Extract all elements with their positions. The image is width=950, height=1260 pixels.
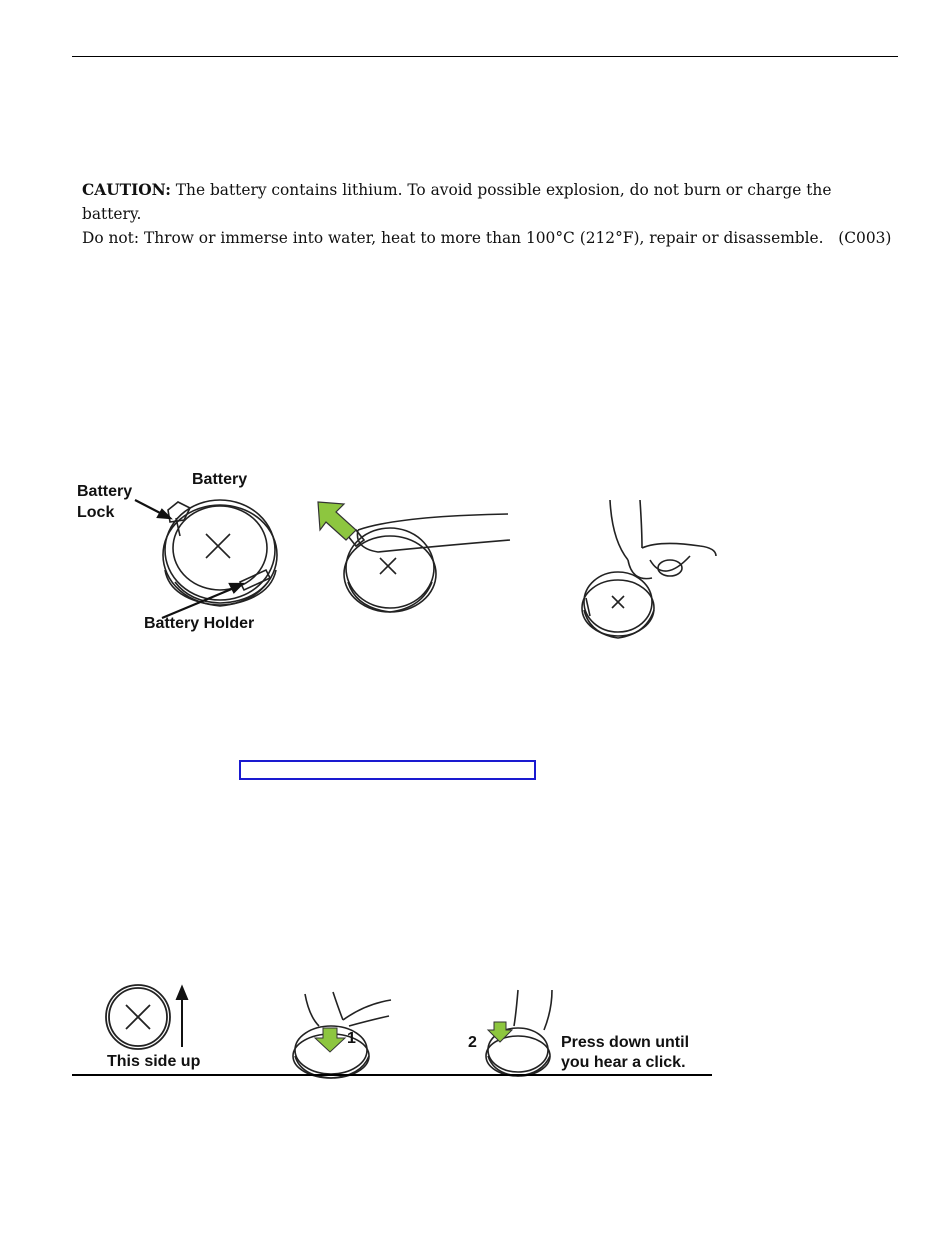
battery-side-up-illustration <box>100 985 200 1055</box>
label-battery-lock-2: Lock <box>77 504 115 521</box>
label-battery: Battery <box>192 471 248 488</box>
insert-battery-step1-illustration <box>285 990 395 1080</box>
green-down-arrow-icon <box>315 1028 345 1052</box>
green-arrow-icon <box>318 502 356 540</box>
step-2-number: 2 <box>468 1034 477 1051</box>
caution-line-3: Do not: Throw or immerse into water, heat to more than 100°C (212°F), repair or disassemble. <box>82 229 824 247</box>
header-rule <box>72 56 898 57</box>
figure-baseline-rule <box>72 1074 712 1076</box>
insert-battery-step2-illustration <box>478 990 558 1080</box>
caution-code: (C003) <box>838 229 892 247</box>
caution-notice <box>82 178 902 250</box>
cross-reference-link[interactable] <box>239 760 536 780</box>
label-battery-holder: Battery Holder <box>144 615 255 632</box>
release-lock-illustration <box>318 500 518 620</box>
battery-holder-illustration <box>140 490 300 625</box>
lift-battery-illustration <box>580 500 720 650</box>
caution-line-1: The battery contains lithium. To avoid possible explosion, do not burn or charge the <box>175 181 832 199</box>
label-battery-lock-1: Battery <box>77 483 133 500</box>
step-1-number: 1 <box>347 1030 356 1047</box>
up-arrow-icon <box>177 987 187 1047</box>
label-this-side-up: This side up <box>107 1053 201 1070</box>
label-press-down-1: Press down until <box>561 1034 690 1051</box>
label-press-down-2: you hear a click. <box>561 1054 686 1071</box>
caution-line-2: battery. <box>82 205 142 223</box>
caution-heading: CAUTION: <box>82 181 171 199</box>
